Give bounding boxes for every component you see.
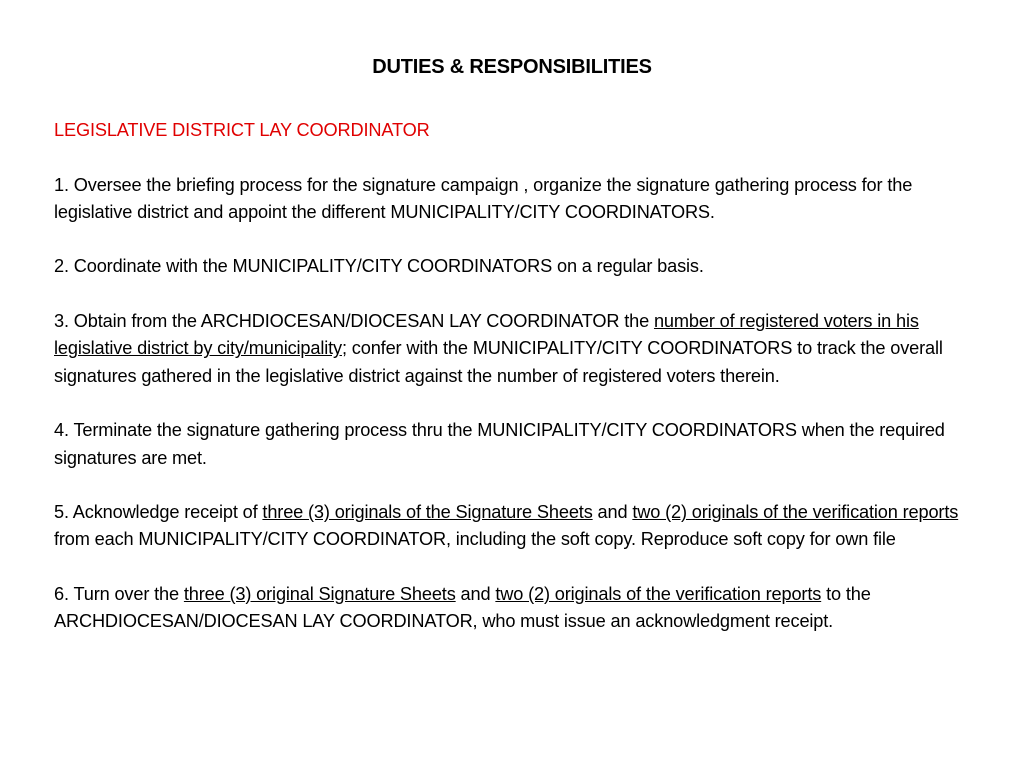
duty-item-2 — [54, 253, 984, 280]
duty-text: 5. Acknowledge receipt of — [54, 502, 263, 523]
duty-text: ; confer with the MUNICIPALITY/CITY COORDINATORS to track the overall signatures gathered in the legislative district against the number of registered voters therein. — [54, 338, 943, 386]
duty-text: 1. Oversee the briefing process for the signature campaign , organize the signature gathering process for the legislative district and appoint the different MUNICIPALITY/CITY COORDINATORS. — [54, 174, 913, 222]
duty-underlined-text: number of registered voters in his legislative district by city/municipality — [54, 311, 919, 359]
duty-underlined-text: three (3) original Signature Sheets — [183, 584, 456, 605]
section-heading: LEGISLATIVE DISTRICT LAY COORDINATOR — [54, 120, 430, 140]
duty-underlined-text: two (2) originals of the verification reports — [495, 584, 822, 605]
duty-item-5 — [54, 499, 984, 554]
duty-underlined-text: three (3) originals of the Signature Sheets — [262, 502, 593, 523]
duty-underlined-text: two (2) originals of the verification reports — [632, 502, 959, 523]
page-title: DUTIES & RESPONSIBILITIES — [372, 56, 652, 78]
duty-text: and — [455, 584, 496, 605]
duty-text: 2. Coordinate with the MUNICIPALITY/CITY COORDINATORS on a regular basis. — [54, 256, 704, 277]
content-body — [54, 117, 984, 636]
duty-item-4 — [54, 417, 984, 472]
duty-text: and — [592, 502, 633, 523]
duty-item-3 — [54, 308, 984, 390]
duty-item-1 — [54, 172, 984, 227]
duty-text: from each MUNICIPALITY/CITY COORDINATOR, including the soft copy. Reproduce soft copy for own file — [54, 529, 896, 550]
duty-text: 3. Obtain from the ARCHDIOCESAN/DIOCESAN LAY COORDINATOR the — [54, 311, 654, 332]
duty-text: to the ARCHDIOCESAN/DIOCESAN LAY COORDINATOR, who must issue an acknowledgment receipt. — [54, 584, 871, 632]
duty-text: 4. Terminate the signature gathering process thru the MUNICIPALITY/CITY COORDINATORS when the required signatures are met. — [54, 420, 945, 468]
duty-text: 6. Turn over the — [54, 584, 184, 605]
duty-item-6 — [54, 581, 984, 636]
